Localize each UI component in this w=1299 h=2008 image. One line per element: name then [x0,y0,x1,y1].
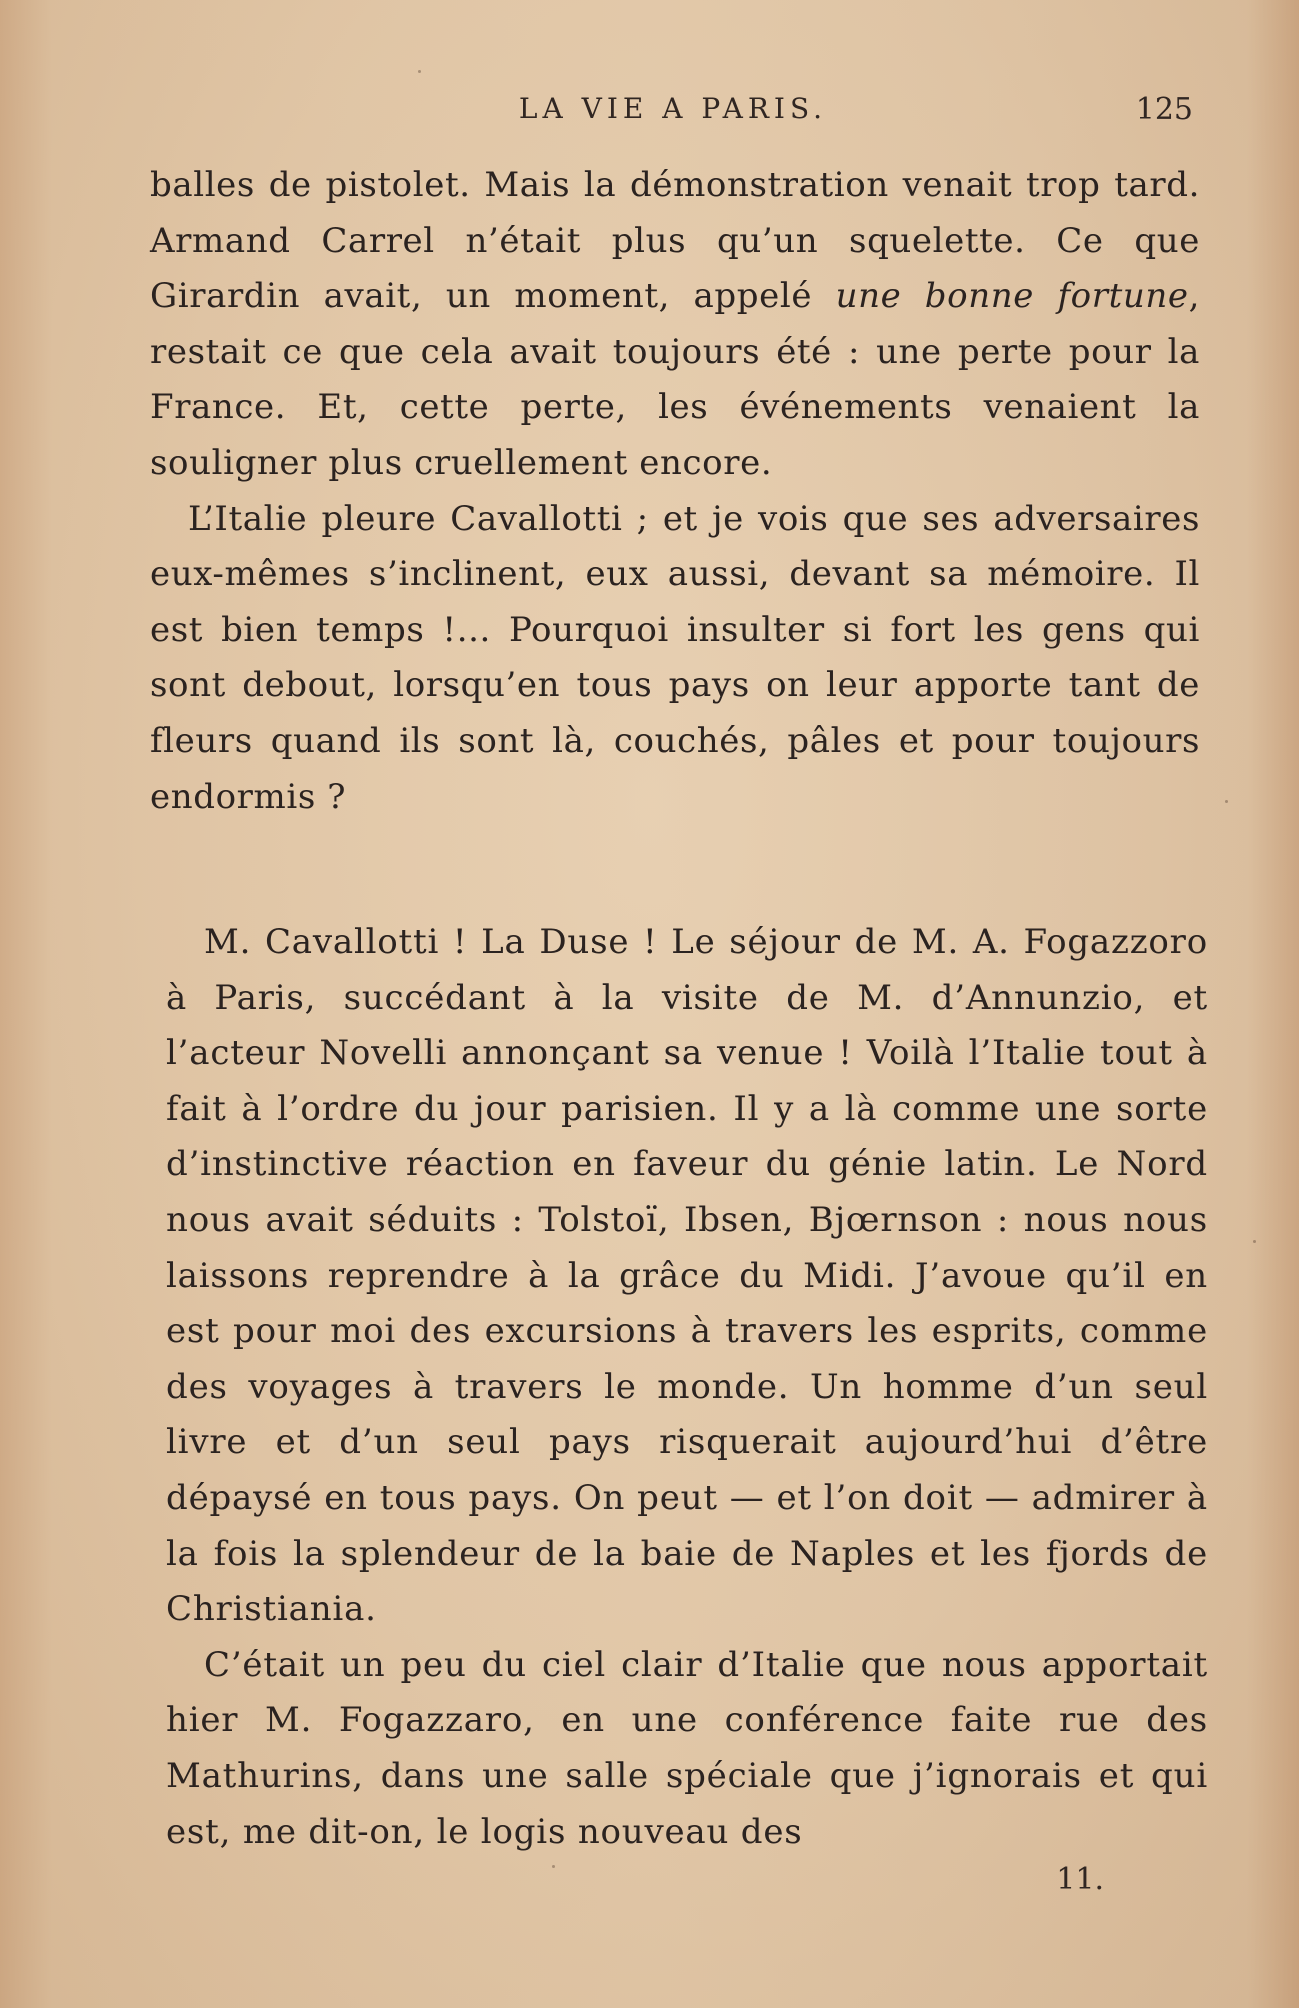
paper-speck [1225,800,1228,803]
signature-mark: 11. [1056,1862,1104,1897]
paragraph: C’était un peu du ciel clair d’Italie que nous apportait hier M. Fogazzaro, en une conférence faite rue des Mathurins, dans une salle spéciale que j’ignorais et qui est, me dit-on, le logis nouveau des [166,1644,1208,1852]
running-title: LA VIE A PARIS. [518,92,828,125]
paper-speck [418,70,421,73]
page-number: 125 [1135,92,1193,127]
text-section-1 [150,158,1200,825]
page-header [148,92,1198,132]
paragraph: L’Italie pleure Cavallotti ; et je vois que ses adversaires eux-mêmes s’inclinent, eux aussi, devant sa mémoire. Il est bien temps !... Pourquoi insulter si fort les gens qui sont debout, lorsqu’en tous pays on leur apporte tant de fleurs quand ils sont là, couchés, pâles et pour toujours endormis ? [150,498,1200,817]
paper-speck [1253,1240,1256,1243]
text-section-2 [166,915,1208,1860]
paragraph-text: balles de pistolet. Mais la démonstration venait trop tard. Armand Carrel n’était plus qu’un squelette. Ce que Girardin avait, un moment, appelé [150,165,1200,317]
paragraph-text: , restait ce que cela avait toujours été : une perte pour la France. Et, cette perte, les événements venaient la souligner plus cruellement encore. [150,276,1200,483]
italic-phrase: une bonne fortune [835,276,1189,317]
paragraph: M. Cavallotti ! La Duse ! Le séjour de M. A. Fogazzoro à Paris, succédant à la visite de M. d’Annunzio, et l’acteur Novelli annonçant sa venue ! Voilà l’Italie tout à fait à l’ordre du jour parisien. Il y a là comme une sorte d’instinctive réaction en faveur du génie latin. Le Nord nous avait séduits : Tolstoï, Ibsen, Bjœrnson : nous nous laissons reprendre à la grâce du Midi. J’avoue qu’il en est pour moi des excursions à travers les esprits, comme des voyages à travers le monde. Un homme d’un seul livre et d’un seul pays risquerait aujourd’hui d’être dépaysé en tous pays. On peut — et l’on doit — admirer à la fois la splendeur de la baie de Naples et les fjords de Christiania. [166,922,1208,1630]
paper-speck [552,1865,555,1868]
paragraph [150,158,1200,492]
